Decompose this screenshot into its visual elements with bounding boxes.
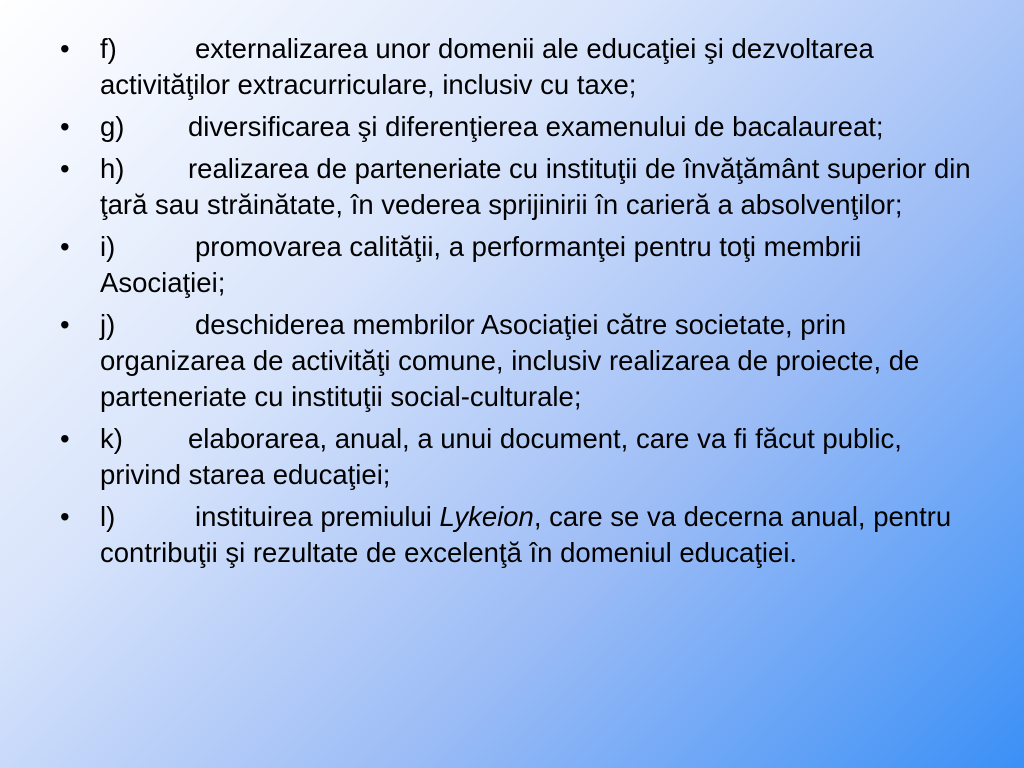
list-item [60, 31, 990, 103]
item-text: promovarea calităţii, a performanţei pentru toţi membrii Asociaţiei; [100, 231, 862, 298]
item-letter: l) [100, 501, 116, 532]
item-letter: k) [100, 423, 123, 454]
item-text: diversificarea şi diferenţierea examenului de bacalaureat; [188, 111, 884, 142]
item-text: deschiderea membrilor Asociaţiei către societate, prin organizarea de activităţi comune, inclusiv realizarea de proiecte, de parteneriate cu instituţii social-culturale; [100, 309, 920, 412]
item-text-italic: Lykeion [439, 501, 534, 532]
bullet-icon: • [60, 423, 70, 454]
item-text: realizarea de parteneriate cu instituţii de învăţământ superior din ţară sau străinătate, în vederea sprijinirii în carieră a absolvenţilor; [100, 153, 971, 220]
list-item [60, 229, 990, 301]
item-text: externalizarea unor domenii ale educaţiei şi dezvoltarea activităţilor extracurriculare, inclusiv cu taxe; [100, 33, 874, 100]
bullet-icon: • [60, 33, 70, 64]
item-text: , care se va decerna anual, pentru contribuţii şi rezultate de excelenţă în domeniul educaţiei. [100, 501, 952, 568]
item-letter: i) [100, 231, 116, 262]
list-item [60, 151, 990, 223]
item-letter: f) [100, 33, 117, 64]
item-letter: j) [100, 309, 116, 340]
bullet-icon: • [60, 153, 70, 184]
list-item [60, 421, 990, 493]
item-letter: g) [100, 111, 125, 142]
item-text: instituirea premiului [195, 501, 440, 532]
bullet-icon: • [60, 231, 70, 262]
item-letter: h) [100, 153, 125, 184]
list-item [60, 307, 990, 415]
bullet-icon: • [60, 309, 70, 340]
item-text: elaborarea, anual, a unui document, care va fi făcut public, privind starea educaţiei; [100, 423, 902, 490]
bullet-icon: • [60, 501, 70, 532]
bullet-list [60, 31, 990, 577]
list-item [60, 109, 990, 145]
bullet-icon: • [60, 111, 70, 142]
list-item [60, 499, 990, 571]
